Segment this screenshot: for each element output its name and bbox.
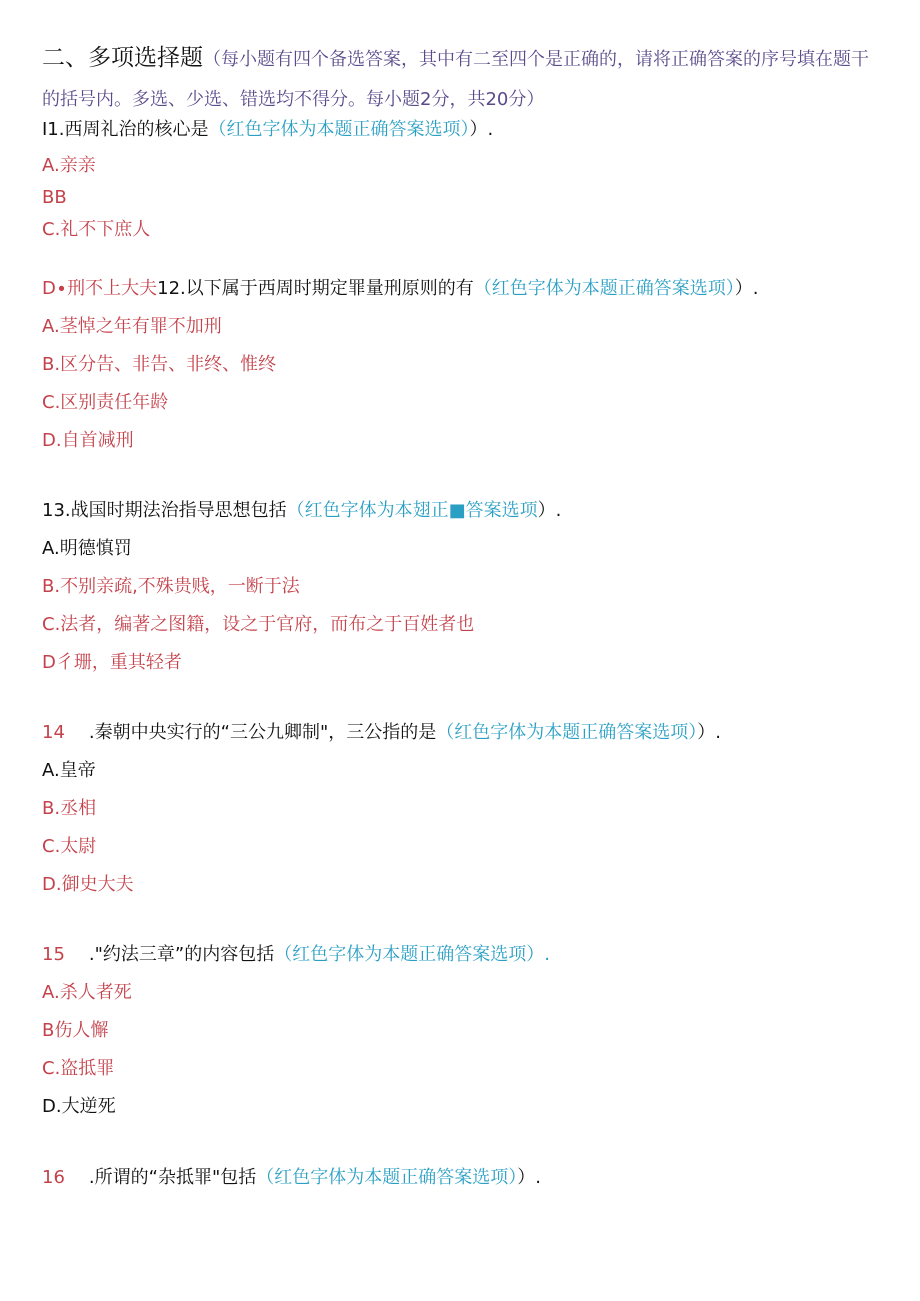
q14-option-d: D.御史大夫 (42, 874, 134, 895)
question-16-stem (42, 1165, 541, 1191)
question-12-stem (42, 276, 759, 302)
q12-option-c: C.区别责任年龄 (42, 392, 169, 413)
q14-option-b: B.丞相 (42, 798, 97, 819)
q15-option-b: B伤人懈 (42, 1020, 109, 1041)
q11-option-c: C.礼不下庶人 (42, 219, 151, 240)
q11-option-a: A.亲亲 (42, 155, 96, 176)
q11-option-b: BB (42, 187, 67, 208)
q13-option-b: B.不别亲疏,不殊贵贱，一断于法 (42, 576, 300, 597)
q13-option-d: D彳珊，重其轻者 (42, 652, 182, 673)
answer-hint: （红色字体为本翅正■答案选项 (286, 500, 538, 521)
question-tail: ）. (517, 1167, 541, 1188)
question-number: 14 (42, 722, 65, 743)
question-tail: ）. (697, 722, 721, 743)
q15-option-c: C.盗抵罪 (42, 1058, 115, 1079)
answer-hint: （红色字体为本题正确答案选项） (256, 1167, 518, 1188)
answer-hint: （红色字体为本题正确答案选项） (208, 119, 470, 140)
q15-option-d: D.大逆死 (42, 1096, 116, 1117)
q12-option-b: B.区分告、非告、非终、惟终 (42, 354, 277, 375)
answer-hint: （红色字体为本题正确答案选项）. (274, 944, 550, 965)
question-tail: ）. (734, 278, 759, 299)
question-number: 15 (42, 944, 65, 965)
question-stem-text: 13.战国时期法治指导思想包括 (42, 500, 287, 521)
q12-option-d: D.自首减刑 (42, 430, 134, 451)
question-stem-text: ."约法三章”的内容包括 (88, 944, 275, 965)
q15-option-a: A.杀人者死 (42, 982, 132, 1003)
q13-option-c: C.法者，编著之图籍，设之于官府，而布之于百姓者也 (42, 614, 475, 635)
q14-option-c: C.太尉 (42, 836, 97, 857)
question-stem-text: .秦朝中央实行的“三公九卿制"，三公指的是 (88, 722, 437, 743)
question-stem-text: 12.以下属于西周时期定罪量刑原则的有 (157, 278, 474, 299)
question-14-stem (42, 720, 721, 746)
question-stem-text: .所谓的“杂抵罪"包括 (88, 1167, 257, 1188)
section-title: 二、多项选择题 (42, 45, 203, 71)
q14-option-a: A.皇帝 (42, 760, 96, 781)
question-13-stem (42, 498, 561, 524)
section-instructions: （每小题有四个备选答案，其中有二至四个是正确的，请将正确答案的序号填在题干的括号内。多选、少选、错选均不得分。每小题2分，共20分） (42, 49, 869, 110)
question-11-stem (42, 117, 493, 143)
section-heading (42, 38, 872, 120)
question-stem-text: I1.西周礼治的核心是 (42, 119, 209, 140)
question-15-stem (42, 942, 550, 968)
q13-option-a: A.明德慎罚 (42, 538, 132, 559)
q11-option-d: D∙刑不上大夫 (42, 278, 158, 299)
answer-hint: （红色字体为本题正确答案选项） (473, 278, 735, 299)
question-number: 16 (42, 1167, 65, 1188)
question-tail: ）. (469, 119, 494, 140)
answer-hint: （红色字体为本题正确答案选项） (436, 722, 698, 743)
question-tail: ）. (537, 500, 562, 521)
q12-option-a: A.茎悼之年有罪不加刑 (42, 316, 222, 337)
